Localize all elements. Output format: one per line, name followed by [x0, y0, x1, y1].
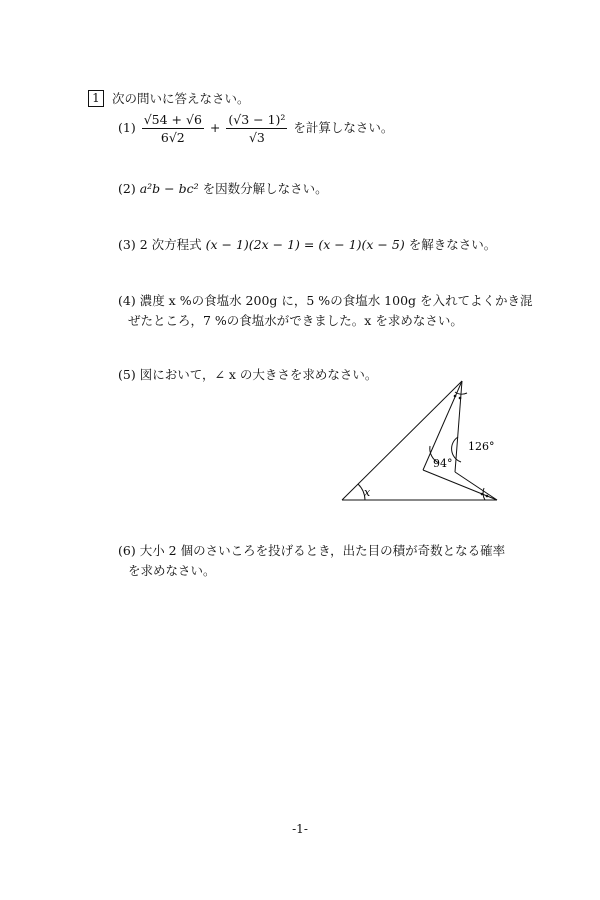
question-4-line-2: ぜたところ，7 %の食塩水ができました。x を求めなさい。: [128, 313, 463, 328]
question-3-equation: (x − 1)(2x − 1) = (x − 1)(x − 5): [205, 237, 405, 252]
fraction-1-numerator-a: √54: [143, 112, 168, 127]
angle-94-label: 94°: [433, 457, 453, 470]
fraction-2-denominator: √3: [248, 130, 265, 145]
plus-operator: +: [209, 120, 221, 135]
page-number: -1-: [292, 822, 308, 836]
angle-x-label: x: [364, 486, 371, 499]
question-2-expression: a²b − bc²: [139, 181, 199, 196]
question-5-label: (5): [118, 367, 136, 382]
question-6-line-1: 大小 2 個のさいころを投げるとき，出た目の積が奇数となる確率: [139, 543, 506, 558]
question-6-label: (6): [118, 543, 136, 558]
question-1-label: (1): [118, 120, 136, 135]
question-2-label: (2): [118, 181, 136, 196]
triangle-edge-left: [342, 381, 462, 500]
question-3-label: (3): [118, 237, 136, 252]
equal-mark: [481, 493, 484, 496]
fraction-1: $\frac{√54 + √6}{6√2}$: [143, 112, 202, 145]
equal-mark: [454, 395, 457, 398]
equal-mark: [486, 495, 489, 498]
fraction-1-numerator-b: √6: [186, 112, 202, 127]
angle-126-label: 126°: [468, 440, 495, 453]
fraction-1-denominator: 6√2: [160, 130, 185, 145]
question-4-label: (4): [118, 293, 136, 308]
question-1-suffix: を計算しなさい。: [293, 120, 394, 135]
question-6-line-2: を求めなさい。: [128, 563, 216, 578]
section-number-box: 1: [88, 90, 104, 107]
question-5-text: 図において，∠ x の大きさを求めなさい。: [139, 367, 378, 382]
section-instruction: 次の問いに答えなさい。: [112, 91, 250, 106]
equal-mark: [459, 397, 462, 400]
question-3-prefix: 2 次方程式: [139, 237, 202, 252]
question-3-suffix: を解きなさい。: [408, 237, 497, 252]
question-2-suffix: を因数分解しなさい。: [202, 181, 328, 196]
question-4-line-1: 濃度 x %の食塩水 200g に，5 %の食塩水 100g を入れてよくかき混: [139, 293, 533, 308]
fraction-2-numerator: (√3 − 1)²: [228, 112, 286, 127]
